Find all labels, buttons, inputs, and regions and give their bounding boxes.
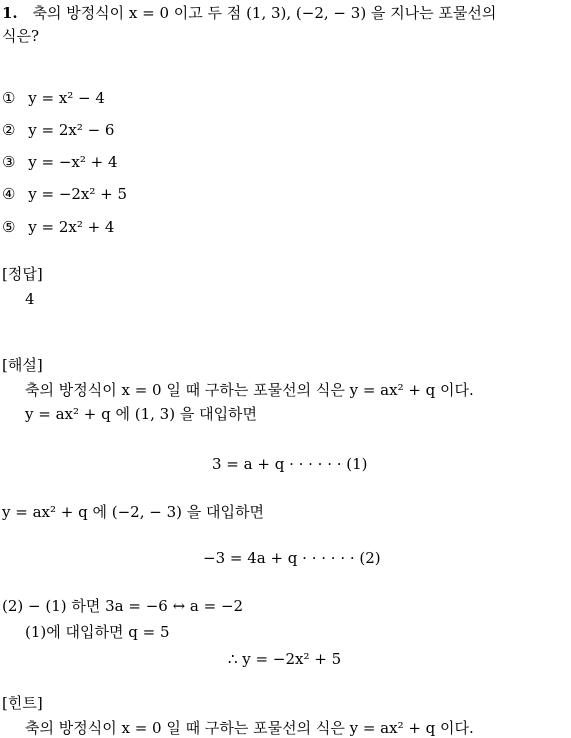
choice-expr: y = −2x² + 5 — [28, 185, 128, 203]
choice-4 — [2, 185, 127, 203]
hint-header: [힌트] — [2, 694, 43, 712]
choice-5 — [2, 218, 114, 236]
choice-mark: ① — [2, 89, 16, 107]
answer-value: 4 — [25, 290, 35, 308]
explanation-line5: (1)에 대입하면 q = 5 — [25, 623, 170, 641]
explanation-line1: 축의 방정식이 x = 0 일 때 구하는 포물선의 식은 y = ax² + q 이다. — [25, 381, 474, 399]
choice-mark: ④ — [2, 185, 16, 203]
question — [2, 4, 496, 22]
question-text-line1: 축의 방정식이 x = 0 이고 두 점 (1, 3), (−2, − 3) 을 지나는 포물선의 — [32, 4, 497, 22]
explanation-header: [해설] — [2, 356, 43, 374]
explanation-line2: y = ax² + q 에 (1, 3) 을 대입하면 — [25, 405, 258, 423]
conclusion: ∴ y = −2x² + 5 — [228, 650, 342, 668]
equation-2: −3 = 4a + q · · · · · · (2) — [203, 549, 381, 567]
choice-1 — [2, 89, 105, 107]
hint-line1: 축의 방정식이 x = 0 일 때 구하는 포물선의 식은 y = ax² + q 이다. — [25, 719, 474, 737]
choice-2 — [2, 121, 114, 139]
equation-1: 3 = a + q · · · · · · (1) — [212, 455, 368, 473]
question-text-line2: 식은? — [2, 27, 40, 45]
choice-mark: ③ — [2, 153, 16, 171]
question-number: 1. — [2, 4, 18, 22]
explanation-line4: (2) − (1) 하면 3a = −6 ↔ a = −2 — [2, 597, 244, 615]
choice-expr: y = 2x² + 4 — [28, 218, 115, 236]
choice-mark: ⑤ — [2, 218, 16, 236]
choice-3 — [2, 153, 118, 171]
choice-expr: y = x² − 4 — [28, 89, 105, 107]
choice-mark: ② — [2, 121, 16, 139]
answer-header: [정답] — [2, 265, 43, 283]
choice-expr: y = 2x² − 6 — [28, 121, 115, 139]
choice-expr: y = −x² + 4 — [28, 153, 118, 171]
explanation-line3: y = ax² + q 에 (−2, − 3) 을 대입하면 — [2, 503, 264, 521]
